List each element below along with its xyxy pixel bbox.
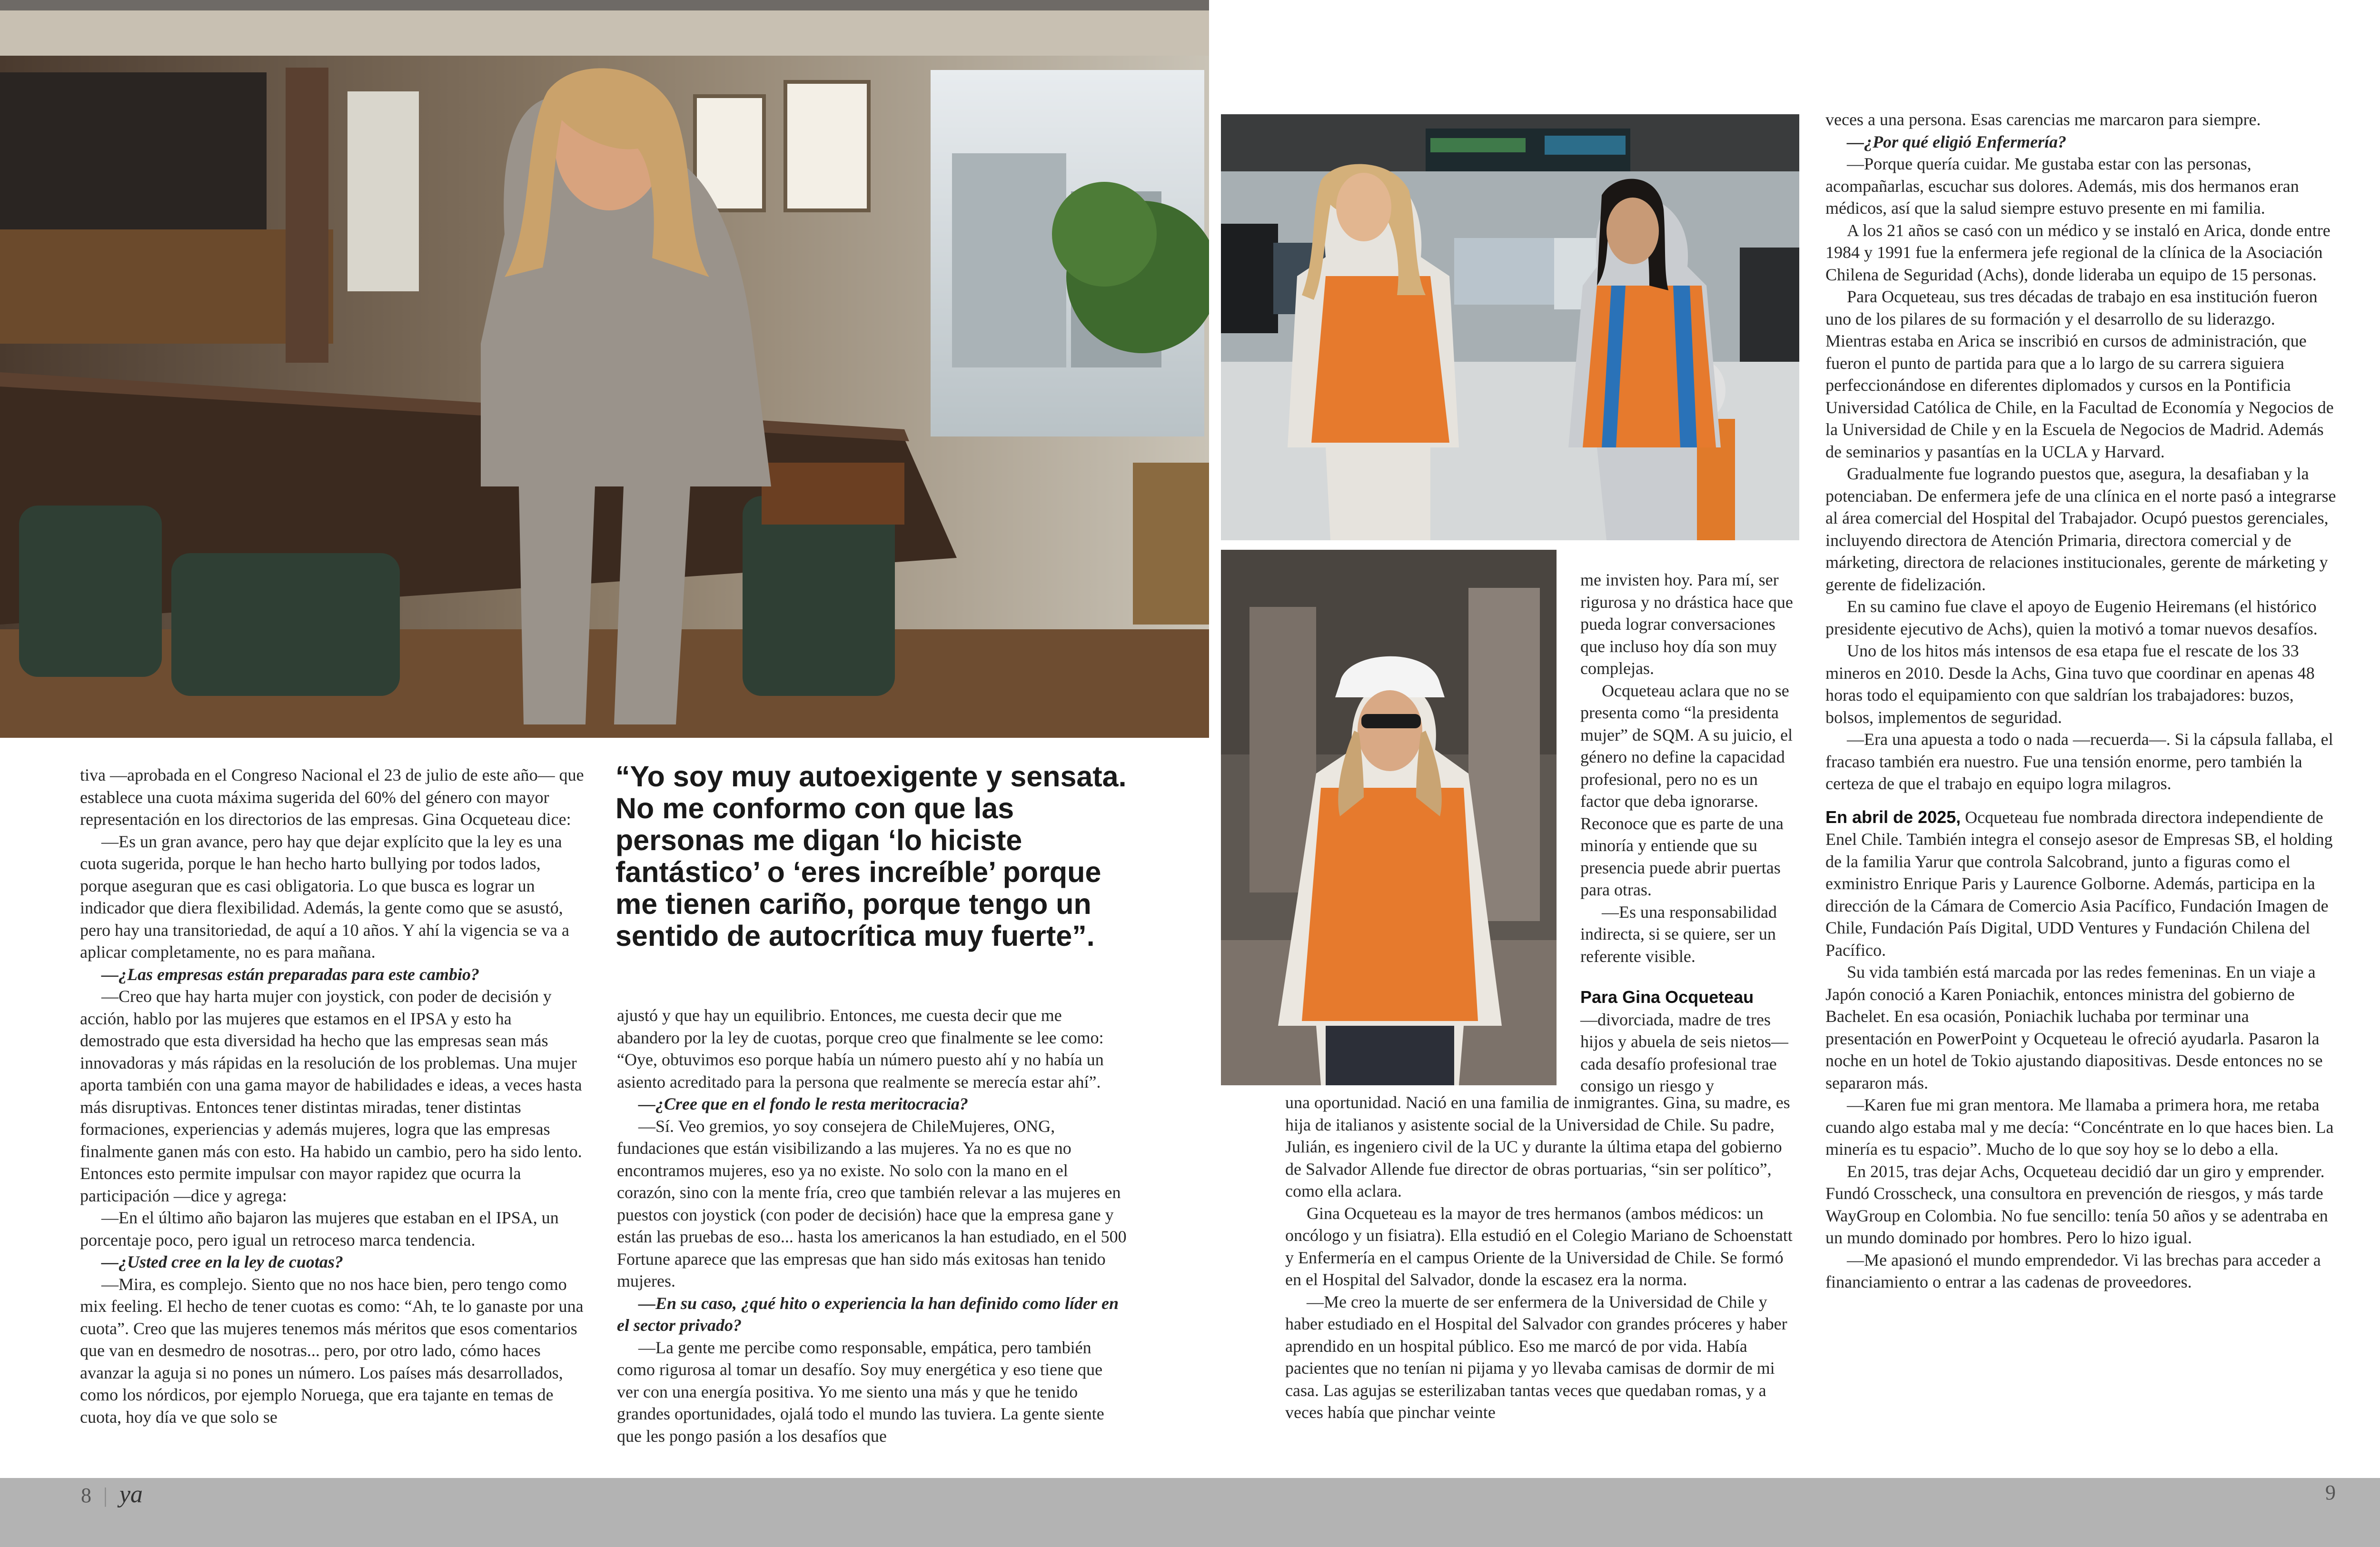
photo-mine-site [1221,550,1557,1085]
paragraph: —Es una responsabilidad indirecta, si se quiere, ser un referente visible. [1580,902,1777,966]
folio-divider: | [103,1484,108,1507]
lead-in: En abril de 2025, [1825,807,1961,827]
left-column-1 [80,764,591,1428]
bottom-bar [0,1478,2380,1547]
paragraph: Uno de los hitos más intensos de esa etapa fue el rescate de los 33 mineros en 2010. Desde la Achs, Gina tuvo que coordinar en apenas 48 horas todo el equipamiento con que saldrían los trabajadores: buzos, bolsos, implementos de seguridad. [1825,641,2315,727]
pull-quote: “Yo soy muy autoexigente y sensata. No me conformo con que las personas me digan ‘lo hiciste fantástico’ o ‘eres increíble’ porque me tienen cariño, porque tengo un sentido de autocrítica muy fuerte”. [615,760,1127,952]
right-narrow-column [1580,569,1799,1097]
paragraph: tiva —aprobada en el Congreso Nacional el 23 de julio de este año— que establece una cuota máxima sugerida del 60% del género con mayor representación en los directorios de las empresas. Gina Ocqueteau dice: [80,765,584,829]
top-strip [0,0,1209,10]
paragraph: veces a una persona. Esas carencias me marcaron para siempre. [1825,110,2261,129]
page-number-left: 8 [81,1484,91,1507]
paragraph: —Sí. Veo gremios, yo soy consejera de ChileMujeres, ONG, fundaciones que están visibilizando a las mujeres. Ya no es que no encontramos mujeres, eso ya no existe. No solo con la mano en el corazón, sino con la mente fría, creo que también relevar a las mujeres en puestos con joystick (con poder de decisión) hace que la empresa gane y están las pruebas de eso... hasta los americanos la han estudiado, en el 500 Fortune aparece que las empresas que han sido más exitosas han tenido mujeres. [617,1116,1127,1290]
interview-question: —¿Por qué eligió Enfermería? [1847,132,2066,151]
paragraph: —Es un gran avance, pero hay que dejar explícito que la ley es una cuota sugerida, porque le han hecho harto bullying por todos lados, porque aseguran que es casi obligatoria. Lo que busca es lograr un indicador que diera flexibilidad. Además, la gente como que se asustó, pero hay una transitoriedad, de aquí a 10 años. Y ahí la vigencia se va a aplicar completamente, no es para mañana. [80,832,569,962]
interview-question: —¿Las empresas están preparadas para este cambio? [101,964,479,984]
interview-question: —En su caso, ¿qué hito o experiencia la han definido como líder en el sector privado? [617,1293,1119,1335]
right-middle-column [1285,1091,1799,1424]
interview-question: —¿Cree que en el fondo le resta meritocracia? [638,1094,968,1113]
paragraph: —divorciada, madre de tres hijos y abuela de seis nietos— cada desafío profesional trae consigo un riesgo y [1580,1010,1788,1095]
paragraph: En 2015, tras dejar Achs, Ocqueteau decidió dar un giro y emprender. Fundó Crosscheck, una consultora en prevención de riesgos, y más tarde WayGroup en Colombia. No fue sencillo: tenía 50 años y se adentraba en un mundo dominado por hombres. Pero lo hizo igual. [1825,1161,2328,1247]
interview-question: —¿Usted cree en la ley de cuotas? [101,1252,343,1271]
paragraph: Ocqueteau aclara que no se presenta como “la presidenta mujer” de SQM. A su juicio, el género no define la capacidad profesional, pero no es un factor que deba ignorarse. Reconoce que es parte de una minoría y entiende que su presencia puede abrir puertas para otras. [1580,681,1793,899]
section-subhead: Para Gina Ocqueteau [1580,987,1754,1007]
paragraph: ajustó y que hay un equilibrio. Entonces, me cuesta decir que me abandero por la ley de cuotas, porque creo que finalmente se lee como: “Oye, obtuvimos eso porque había un número puesto ahí y no había un asiento acreditado para la persona que realmente se merecía estar ahí”. [617,1006,1104,1091]
paragraph: —Me apasionó el mundo emprendedor. Vi las brechas para acceder a financiamiento o entrar a las cadenas de proveedores. [1825,1250,2321,1291]
paragraph: Gradualmente fue logrando puestos que, asegura, la desafiaban y la potenciaban. De enfermera jefe de una clínica en el norte pasó a integrarse al área comercial del Hospital del Trabajador. Ocupó puestos gerenciales, incluyendo directora de Atención Primaria, directora comercial y de márketing, directora de relaciones institucionales, gerente de márketing y gerente de fidelización. [1825,464,2336,594]
paragraph: Su vida también está marcada por las redes femeninas. En un viaje a Japón conoció a Karen Poniachik, entonces ministra del gobierno de Bachelet. En esa ocasión, Poniachik luchaba por terminar una presentación en PowerPoint y Ocqueteau le ofreció ayudarla. Pasaron la noche en un hotel de Tokio ajustando diapositivas. Desde entonces no se separaron más. [1825,962,2323,1092]
paragraph: una oportunidad. Nació en una familia de inmigrantes. Gina, su madre, es hija de italianos y asistente social de la Universidad de Chile. Su padre, Julián, es ingeniero civil de la UC y durante la última etapa del gobierno de Salvador Allende fue director de obras portuarias, “sin ser político”, como ella aclara. [1285,1093,1790,1200]
main-photo-boardroom [0,10,1209,738]
paragraph: En su camino fue clave el apoyo de Eugenio Heiremans (el histórico presidente ejecutivo de Achs), quien la motivó a tomar nuevos desafíos. [1825,597,2318,638]
paragraph: Para Ocqueteau, sus tres décadas de trabajo en esa institución fueron uno de los pilares de su formación y el desarrollo de su liderazgo. Mientras estaba en Arica se inscribió en cursos de administración, que fueron el punto de partida para que a lo largo de su carrera siguiera perfeccionándose en diferentes diplomados y cursos en la Pontificia Universidad Católica de Chile, en la Facultad de Economía y Negocios de la Universidad de Chile y en la Escuela de Negocios de Madrid. Además de seminarios y pasantías en la UCLA y Harvard. [1825,287,2334,461]
page-folio-right [2325,1480,2336,1505]
paragraph: —Mira, es complejo. Siento que no nos hace bien, pero tengo como mix feeling. El hecho de tener cuotas es como: “Ah, te lo ganaste por una cuota”. Creo que las mujeres tenemos más méritos que esos comentarios que van en desmedro de nosotras... pero, por otro lado, cómo haces avanzar la aguja si no pones un número. Los países más desarrollados, como los nórdicos, por ejemplo Noruega, que era tajante en temas de cuota, hoy día ve que solo se [80,1274,584,1427]
paragraph: —La gente me percibe como responsable, empática, pero también como rigurosa al tomar un desafío. Soy muy energética y eso tiene que ver con una energía positiva. Yo me siento una más y que he tenido grandes oportunidades, ojalá todo el mundo las tuviera. La gente siente que les pongo pasión a los desafíos que [617,1338,1104,1446]
paragraph: —En el último año bajaron las mujeres que estaban en el IPSA, un porcentaje poco, pero igual un retroceso marca tendencia. [80,1208,559,1250]
magazine-logo: ya [119,1481,143,1508]
right-column [1825,109,2340,1293]
left-column-2 [617,1004,1127,1447]
page-folio-left [81,1480,143,1508]
paragraph: —Karen fue mi gran mentora. Me llamaba a primera hora, me retaba cuando algo estaba mal y me decía: “Concéntrate en lo que haces bien. La minería es tu espacio”. Mucho de lo que soy hoy se lo debo a ella. [1825,1095,2334,1159]
paragraph: —Creo que hay harta mujer con joystick, con poder de decisión y acción, hablo por las mujeres que estamos en el IPSA y esto ha demostrado que esta diversidad ha hecho que las empresas sean más innovadoras y más rápidas en la resolución de los problemas. Una mujer aporta también con una gama mayor de habilidades e ideas, a veces hasta más disruptivas. Entonces tener distintas miradas, tener distintas formaciones, experiencias y además mujeres, logra que las empresas finalmente ganen más con esto. Ha habido un cambio, pero ha sido lento. Entonces esto permite impulsar con mayor rapidez que ocurra la participación —dice y agrega: [80,987,582,1205]
lead-paragraph-text: Ocqueteau fue nombrada directora independiente de Enel Chile. También integra el consejo asesor de Empresas SB, el holding de la familia Yarur que controla Salcobrand, junto a figuras como el exministro Enrique Paris y Laurence Golborne. Además, participa en la dirección de la Cámara de Comercio Asia Pacífico, Fundación Imagen de Chile, Fundación País Digital, UDD Ventures y Fundación Chilena del Pacífico. [1825,807,2333,960]
paragraph: A los 21 años se casó con un médico y se instaló en Arica, donde entre 1984 y 1991 fue la enfermera jefe regional de la clínica de la Asociación Chilena de Seguridad (Achs), donde lideraba un equipo de 15 personas. [1825,220,2330,284]
photo-control-room [1221,114,1799,540]
paragraph: —Porque quería cuidar. Me gustaba estar con las personas, acompañarlas, escuchar sus dolores. Además, mis dos hermanos eran médicos, así que la salud siempre estuvo presente en mi familia. [1825,154,2299,218]
paragraph-lead [1825,806,2340,962]
paragraph: —Me creo la muerte de ser enfermera de la Universidad de Chile y haber estudiado en el Hospital del Salvador con grandes próceres y haber aprendido en un hospital público. Eso me marcó de por vida. Había pacientes que no tenían ni pijama y yo llevaba camisas de dormir de mi casa. Las agujas se esterilizaban tantas veces que quedaban romas, y a veces había que pinchar veinte [1285,1292,1787,1422]
paragraph: Gina Ocqueteau es la mayor de tres hermanos (ambos médicos: un oncólogo y un fisiatra). Ella estudió en el Colegio Mariano de Schoenstatt y Enfermería en el campus Oriente de la Universidad de Chile. Se formó en el Hospital del Salvador, donde la escasez era la norma. [1285,1203,1793,1289]
page-number-right: 9 [2325,1481,2336,1504]
paragraph: me invisten hoy. Para mí, ser rigurosa y no drástica hace que pueda lograr conversaciones que incluso hoy día son muy complejas. [1580,570,1793,678]
paragraph: —Era una apuesta a todo o nada —recuerda—. Si la cápsula fallaba, el fracaso también era nuestro. Fue una tensión enorme, pero también la certeza de que el trabajo en equipo logra milagros. [1825,730,2333,793]
